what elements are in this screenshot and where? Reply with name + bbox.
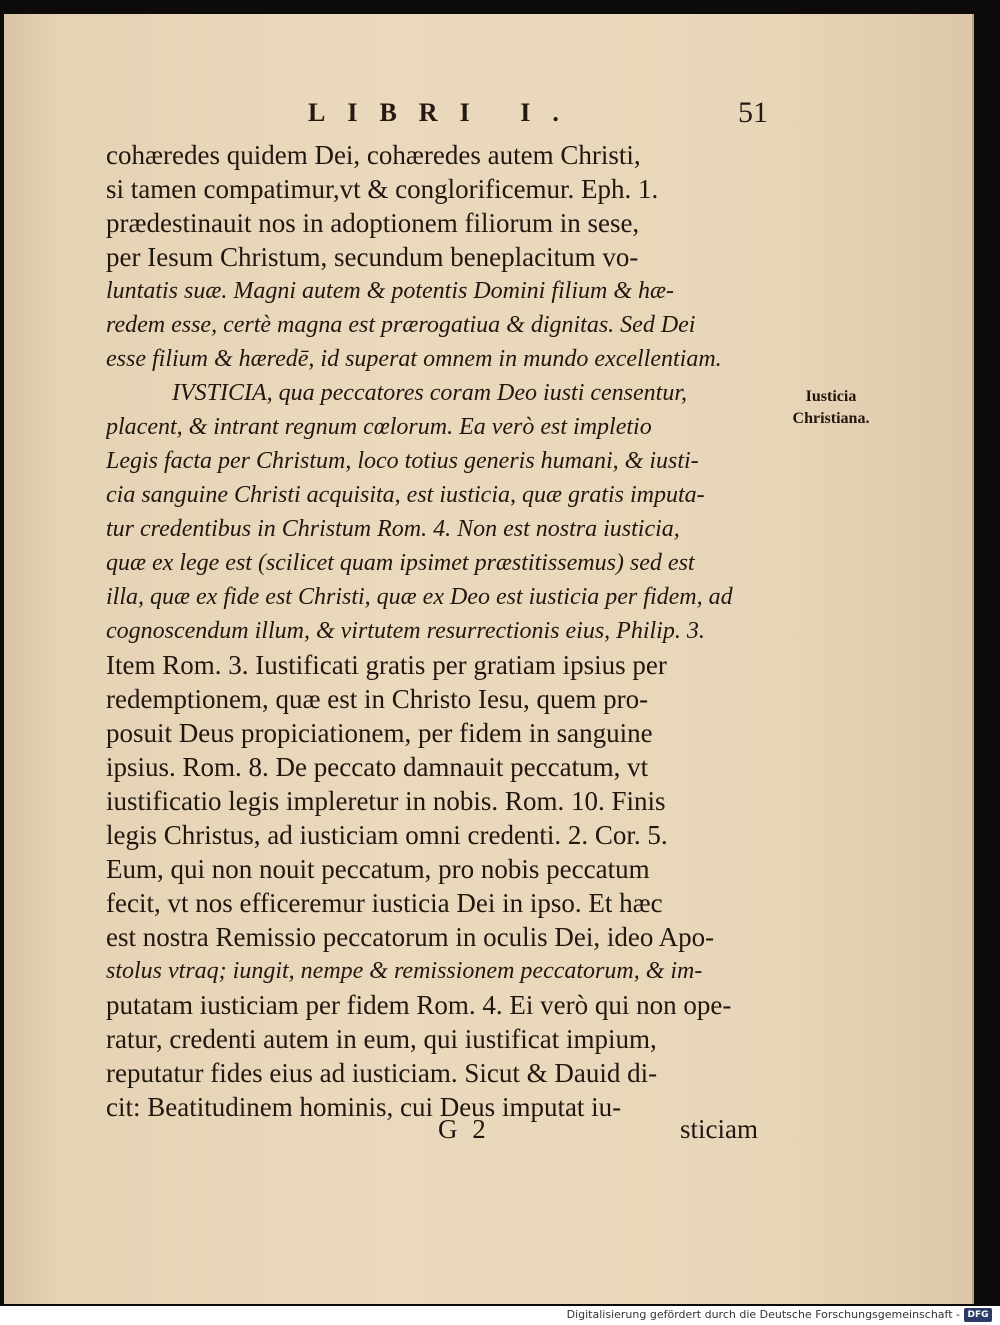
text-line: stolus vtraq; iungit, nempe & remissionem peccatorum, & im-: [106, 958, 703, 984]
catchword: sticiam: [680, 1114, 758, 1144]
text-line: illa, quæ ex fide est Christi, quæ ex Deo est iusticia per fidem, ad: [106, 584, 733, 610]
text-line: Item Rom. 3. Iustificati gratis per gratiam ipsius per: [106, 650, 667, 680]
signature-line: [106, 1114, 758, 1148]
text-line: legis Christus, ad iusticiam omni credenti. 2. Cor. 5.: [106, 820, 668, 850]
text-line: placent, & intrant regnum cœlorum. Ea verò est impletio: [106, 414, 652, 440]
text-line: esse filium & hæredē, id superat omnem in mundo excellentiam.: [106, 346, 722, 372]
text-line: cohæredes quidem Dei, cohæredes autem Christi,: [106, 140, 641, 170]
text-line: ipsius. Rom. 8. De peccato damnauit peccatum, vt: [106, 752, 649, 782]
text-line: redemptionem, quæ est in Christo Iesu, quem pro-: [106, 684, 649, 714]
text-line: fecit, vt nos efficeremur iusticia Dei in ipso. Et hæc: [106, 888, 663, 918]
text-line: ratur, credenti autem in eum, qui iustificat impium,: [106, 1024, 657, 1054]
text-line: IVSTICIA, qua peccatores coram Deo iusti censentur,: [172, 380, 688, 406]
text-line: tur credentibus in Christum Rom. 4. Non est nostra iusticia,: [106, 516, 680, 542]
text-line: quæ ex lege est (scilicet quam ipsimet præstitissemus) sed est: [106, 550, 695, 576]
text-line: si tamen compatimur,vt & conglorificemur. Eph. 1.: [106, 174, 659, 204]
body-text: [106, 138, 772, 1124]
text-line: iustificatio legis impleretur in nobis. Rom. 10. Finis: [106, 786, 666, 816]
marginal-note-line: Christiana.: [792, 410, 870, 427]
page-header: [108, 96, 768, 132]
dfg-logo: DFG: [964, 1308, 992, 1322]
text-line: putatam iusticiam per fidem Rom. 4. Ei verò qui non ope-: [106, 990, 732, 1020]
page-number: 51: [738, 96, 768, 129]
digitization-footer: [0, 1306, 1000, 1325]
marginal-note: [776, 386, 886, 430]
text-line: Eum, qui non nouit peccatum, pro nobis peccatum: [106, 854, 650, 884]
running-head: LIBRI I.: [308, 98, 581, 127]
marginal-note-line: Iusticia: [805, 388, 857, 405]
text-line: Legis facta per Christum, loco totius generis humani, & iusti-: [106, 448, 699, 474]
signature-mark: G 2: [438, 1114, 490, 1144]
text-line: posuit Deus propiciationem, per fidem in sanguine: [106, 718, 653, 748]
text-line: cia sanguine Christi acquisita, est iusticia, quæ gratis imputa-: [106, 482, 705, 508]
text-line: cit: Beatitudinem hominis, cui Deus imputat iu-: [106, 1092, 622, 1122]
text-line: prædestinauit nos in adoptionem filiorum in sese,: [106, 208, 640, 238]
text-line: cognoscendum illum, & virtutem resurrectionis eius, Philip. 3.: [106, 618, 705, 644]
text-line: reputatur fides eius ad iusticiam. Sicut & Dauid di-: [106, 1058, 658, 1088]
text-line: redem esse, certè magna est prærogatiua & dignitas. Sed Dei: [106, 312, 696, 338]
footer-credit: Digitalisierung gefördert durch die Deutsche Forschungsgemeinschaft -: [566, 1308, 960, 1321]
text-line: est nostra Remissio peccatorum in oculis Dei, ideo Apo-: [106, 922, 715, 952]
text-line: per Iesum Christum, secundum beneplacitum vo-: [106, 242, 639, 272]
text-line: luntatis suæ. Magni autem & potentis Domini filium & hæ-: [106, 278, 675, 304]
